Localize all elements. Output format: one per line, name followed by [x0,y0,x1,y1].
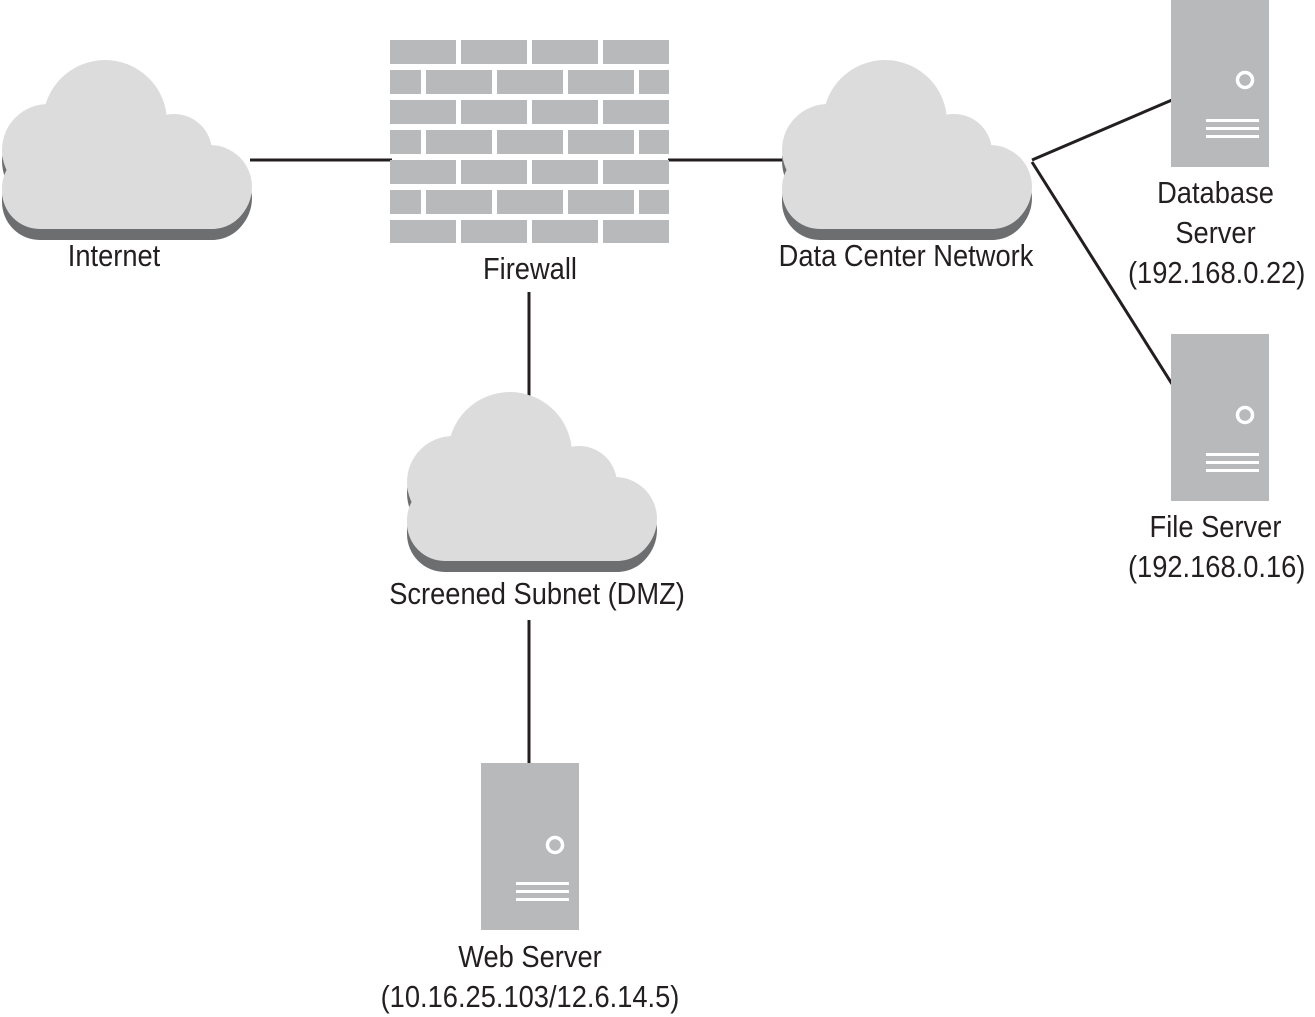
dmz-cloud-icon [407,392,657,572]
dmz-label [389,574,685,614]
web-server-name: Web Server [458,939,602,974]
file-server-label [1127,507,1306,587]
datacenter-label [774,236,1038,276]
database-server-label [1127,173,1306,293]
file-server-name: File Server [1149,509,1282,544]
firewall-brick-wall-icon [390,40,669,243]
link-datacenter-dbserver [1032,100,1172,160]
firewall-label [442,249,618,289]
database-server-name-line2: Server [1175,215,1256,250]
dmz-label-text: Screened Subnet (DMZ) [389,576,685,611]
web-server-icon [481,763,579,930]
datacenter-label-text: Data Center Network [778,238,1034,273]
firewall-label-text: Firewall [483,251,577,286]
database-server-ip: (192.168.0.22) [1127,255,1306,290]
internet-label [26,236,202,276]
connection-lines [250,100,1172,765]
database-server-name-line1: Database [1157,175,1274,210]
database-server-icon [1171,0,1269,167]
web-server-label [367,937,693,1017]
file-server-icon [1171,334,1269,501]
web-server-ip: (10.16.25.103/12.6.14.5) [380,979,680,1014]
file-server-ip: (192.168.0.16) [1127,549,1306,584]
datacenter-cloud-icon [782,60,1032,240]
internet-label-text: Internet [67,238,161,273]
internet-cloud-icon [2,60,252,240]
